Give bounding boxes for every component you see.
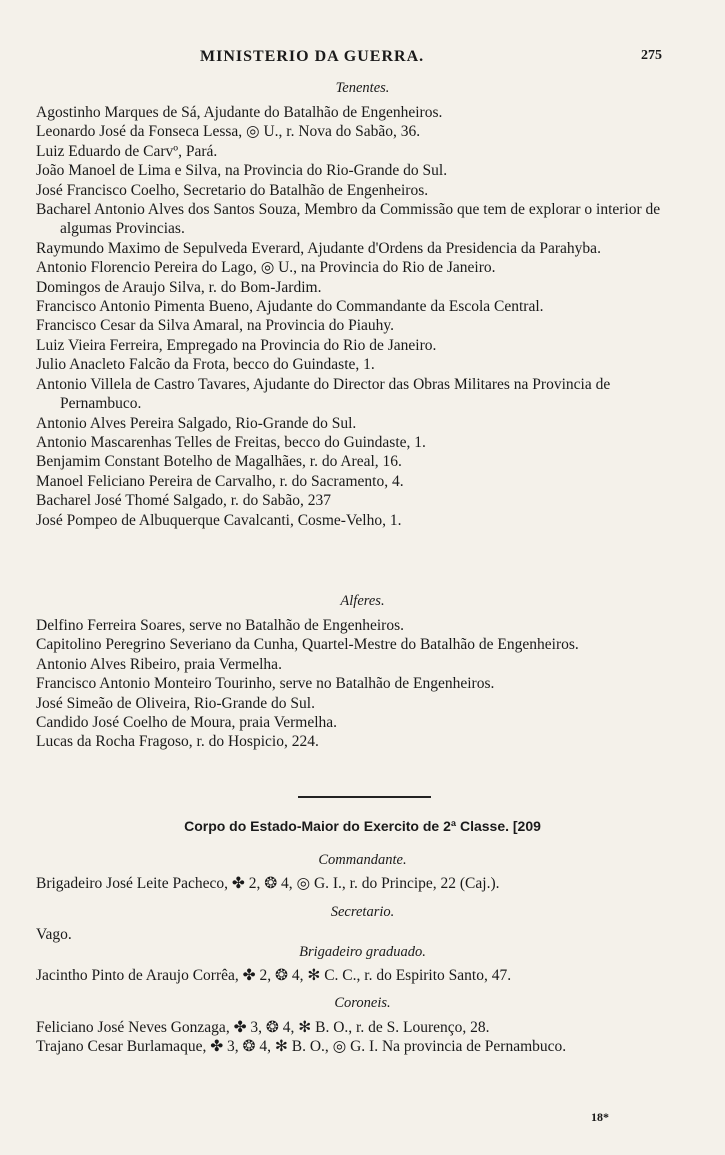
section-divider xyxy=(298,796,431,798)
list-item: Brigadeiro José Leite Pacheco, ✤ 2, ❂ 4, ◎ G. I., r. do Principe, 22 (Caj.). xyxy=(36,875,500,892)
list-item: José Simeão de Oliveira, Rio-Grande do Sul. xyxy=(36,694,315,712)
list-item: José Pompeo de Albuquerque Cavalcanti, Cosme-Velho, 1. xyxy=(36,511,402,529)
list-item: Trajano Cesar Burlamaque, ✤ 3, ❂ 4, ✻ B. O., ◎ G. I. Na provincia de Pernambuco. xyxy=(36,1038,567,1056)
coroneis-list xyxy=(36,1018,676,1057)
list-item: Capitolino Peregrino Severiano da Cunha, Quartel-Mestre do Batalhão de Engenheiros. xyxy=(36,636,579,654)
page-title: MINISTERIO DA GUERRA. xyxy=(200,48,425,65)
list-item: Antonio Alves Ribeiro, praia Vermelha. xyxy=(36,655,282,673)
secretario-list xyxy=(36,925,676,944)
list-item: Francisco Antonio Pimenta Bueno, Ajudante do Commandante da Escola Central. xyxy=(36,298,544,316)
list-item: Domingos de Araujo Silva, r. do Bom-Jardim. xyxy=(36,278,322,296)
list-item: Feliciano José Neves Gonzaga, ✤ 3, ❂ 4, ✻ B. O., r. de S. Lourenço, 28. xyxy=(36,1019,490,1036)
alferes-list xyxy=(36,616,676,752)
list-item: Jacintho Pinto de Araujo Corrêa, ✤ 2, ❂ 4, ✻ C. C., r. do Espirito Santo, 47. xyxy=(36,967,512,984)
brigadeiro-list xyxy=(36,966,676,985)
tenentes-list xyxy=(36,103,676,530)
list-item: Candido José Coelho de Moura, praia Vermelha. xyxy=(36,714,338,732)
list-item: Luiz Eduardo de Carvº, Pará. xyxy=(36,142,218,160)
list-item: Francisco Cesar da Silva Amaral, na Provincia do Piauhy. xyxy=(36,317,394,335)
page-number: 275 xyxy=(641,48,662,63)
signature-mark: 18* xyxy=(591,1110,609,1124)
corps-title: Corpo do Estado-Maior do Exercito de 2ª Classe. [209 xyxy=(184,818,541,834)
running-head xyxy=(0,48,725,70)
list-item: Luiz Vieira Ferreira, Empregado na Provincia do Rio de Janeiro. xyxy=(36,336,437,354)
list-item: Bacharel Antonio Alves dos Santos Souza, Membro da Commissão que tem de explorar o interior de algumas Provincias. xyxy=(36,201,661,238)
list-item: Lucas da Rocha Fragoso, r. do Hospicio, 224. xyxy=(36,733,319,751)
commandante-list xyxy=(36,874,676,893)
list-item: Antonio Florencio Pereira do Lago, ◎ U., na Provincia do Rio de Janeiro. xyxy=(36,259,496,277)
section-heading-commandante: Commandante. xyxy=(318,852,407,868)
list-item: Bacharel José Thomé Salgado, r. do Sabão, 237 xyxy=(36,492,332,510)
section-heading-alferes: Alferes. xyxy=(340,593,385,609)
list-item: Antonio Mascarenhas Telles de Freitas, becco do Guindaste, 1. xyxy=(36,433,426,451)
list-item: Benjamim Constant Botelho de Magalhães, r. do Areal, 16. xyxy=(36,453,402,471)
section-heading-coroneis: Coroneis. xyxy=(334,995,391,1011)
section-heading-secretario: Secretario. xyxy=(330,904,395,920)
list-item: José Francisco Coelho, Secretario do Batalhão de Engenheiros. xyxy=(36,181,429,199)
section-heading-tenentes: Tenentes. xyxy=(335,80,390,96)
list-item: Antonio Alves Pereira Salgado, Rio-Grande do Sul. xyxy=(36,414,357,432)
list-item: Delfino Ferreira Soares, serve no Batalhão de Engenheiros. xyxy=(36,617,404,634)
list-item: João Manoel de Lima e Silva, na Provincia do Rio-Grande do Sul. xyxy=(36,162,448,180)
list-item: Manoel Feliciano Pereira de Carvalho, r. do Sacramento, 4. xyxy=(36,472,404,490)
list-item: Agostinho Marques de Sá, Ajudante do Batalhão de Engenheiros. xyxy=(36,104,443,121)
list-item: Julio Anacleto Falcão da Frota, becco do Guindaste, 1. xyxy=(36,356,375,374)
list-item: Francisco Antonio Monteiro Tourinho, serve no Batalhão de Engenheiros. xyxy=(36,675,495,693)
list-item: Leonardo José da Fonseca Lessa, ◎ U., r. Nova do Sabão, 36. xyxy=(36,123,421,141)
list-item: Vago. xyxy=(36,926,72,943)
section-heading-brigadeiro: Brigadeiro graduado. xyxy=(299,944,426,960)
list-item: Raymundo Maximo de Sepulveda Everard, Ajudante d'Ordens da Presidencia da Parahyba. xyxy=(36,239,601,257)
list-item: Antonio Villela de Castro Tavares, Ajudante do Director das Obras Militares na Provincia de Pernambuco. xyxy=(36,375,611,413)
